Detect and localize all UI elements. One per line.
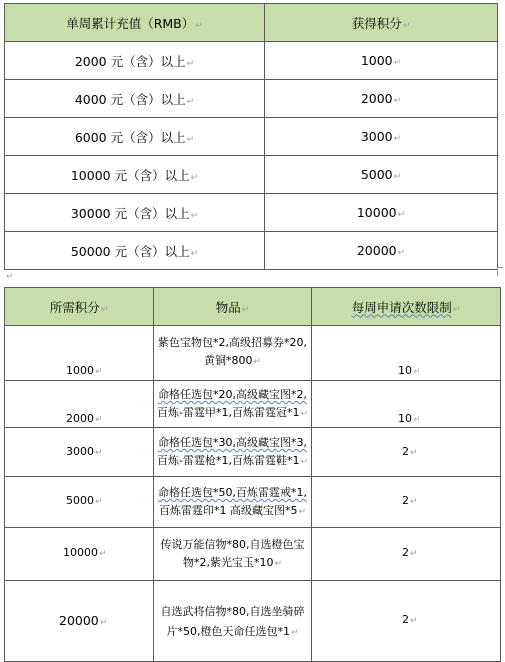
header-weekly-recharge: 单周累计充值（RMB）↵ [5,4,265,42]
table-row [5,118,498,156]
items-cell: 传说万能信物*80,自选橙色宝 物*2,紫光宝玉*10↵ [154,528,312,581]
table-row [5,381,501,428]
points-earned-cell: 20000↵ [265,232,498,270]
points-earned-cell: 5000↵ [265,156,498,194]
weekly-limit-cell: 2↵ [312,428,501,477]
recharge-tier-cell: 4000 元（含）以上↵ [5,80,265,118]
items-cell: 命格任选包*20,高级藏宝图*2, 百炼-雷霆甲*1,百炼雷霆冠*1↵ [154,381,312,428]
table-header-row [5,288,501,326]
table-header-row [5,4,498,42]
table-row [5,528,501,581]
table-row [5,80,498,118]
points-earned-cell: 1000↵ [265,42,498,80]
points-earned-cell: 3000↵ [265,118,498,156]
table-row [5,232,498,270]
items-cell: 命格任选包*30,高级藏宝图*3, 百炼-雷霆枪*1,百炼雷霆鞋*1↵ [154,428,312,477]
weekly-limit-cell: 10↵ [312,326,501,381]
table-row [5,42,498,80]
table-row [5,156,498,194]
header-points-earned: 获得积分↵ [265,4,498,42]
table-row [5,428,501,477]
weekly-limit-cell: 2↵ [312,477,501,528]
table-row [5,326,501,381]
recharge-tier-cell: 6000 元（含）以上↵ [5,118,265,156]
weekly-limit-cell: 10↵ [312,381,501,428]
recharge-tier-cell: 50000 元（含）以上↵ [5,232,265,270]
items-cell: 自选武将信物*80,自选坐骑碎 片*50,橙色天命任选包*1↵ [154,581,312,662]
table-row [5,581,501,662]
recharge-tier-cell: 2000 元（含）以上↵ [5,42,265,80]
required-points-cell: 5000↵ [5,477,154,528]
items-cell: 紫色宝物包*2,高级招募券*20, 黄铜*800↵ [154,326,312,381]
points-redemption-table [4,287,501,662]
header-items: 物品↵ [154,288,312,326]
points-earned-cell: 10000↵ [265,194,498,232]
table-end-marker [497,267,503,276]
header-weekly-limit: 每周申请次数限制↵ [312,288,501,326]
weekly-limit-cell: 2↵ [312,528,501,581]
required-points-cell: 2000↵ [5,381,154,428]
weekly-limit-cell: 2↵ [312,581,501,662]
items-cell: 命格任选包*50,百炼雷霆戒*1, 百炼雷霆印*1 高级藏宝图*5↵ [154,477,312,528]
table-row [5,194,498,232]
recharge-tier-cell: 10000 元（含）以上↵ [5,156,265,194]
weekly-recharge-points-table [4,3,498,270]
required-points-cell: 3000↵ [5,428,154,477]
points-earned-cell: 2000↵ [265,80,498,118]
required-points-cell: 1000↵ [5,326,154,381]
recharge-tier-cell: 30000 元（含）以上↵ [5,194,265,232]
required-points-cell: 20000↵ [5,581,154,662]
header-required-points: 所需积分↵ [5,288,154,326]
paragraph-mark: ↵ [6,272,14,282]
table-row [5,477,501,528]
required-points-cell: 10000↵ [5,528,154,581]
